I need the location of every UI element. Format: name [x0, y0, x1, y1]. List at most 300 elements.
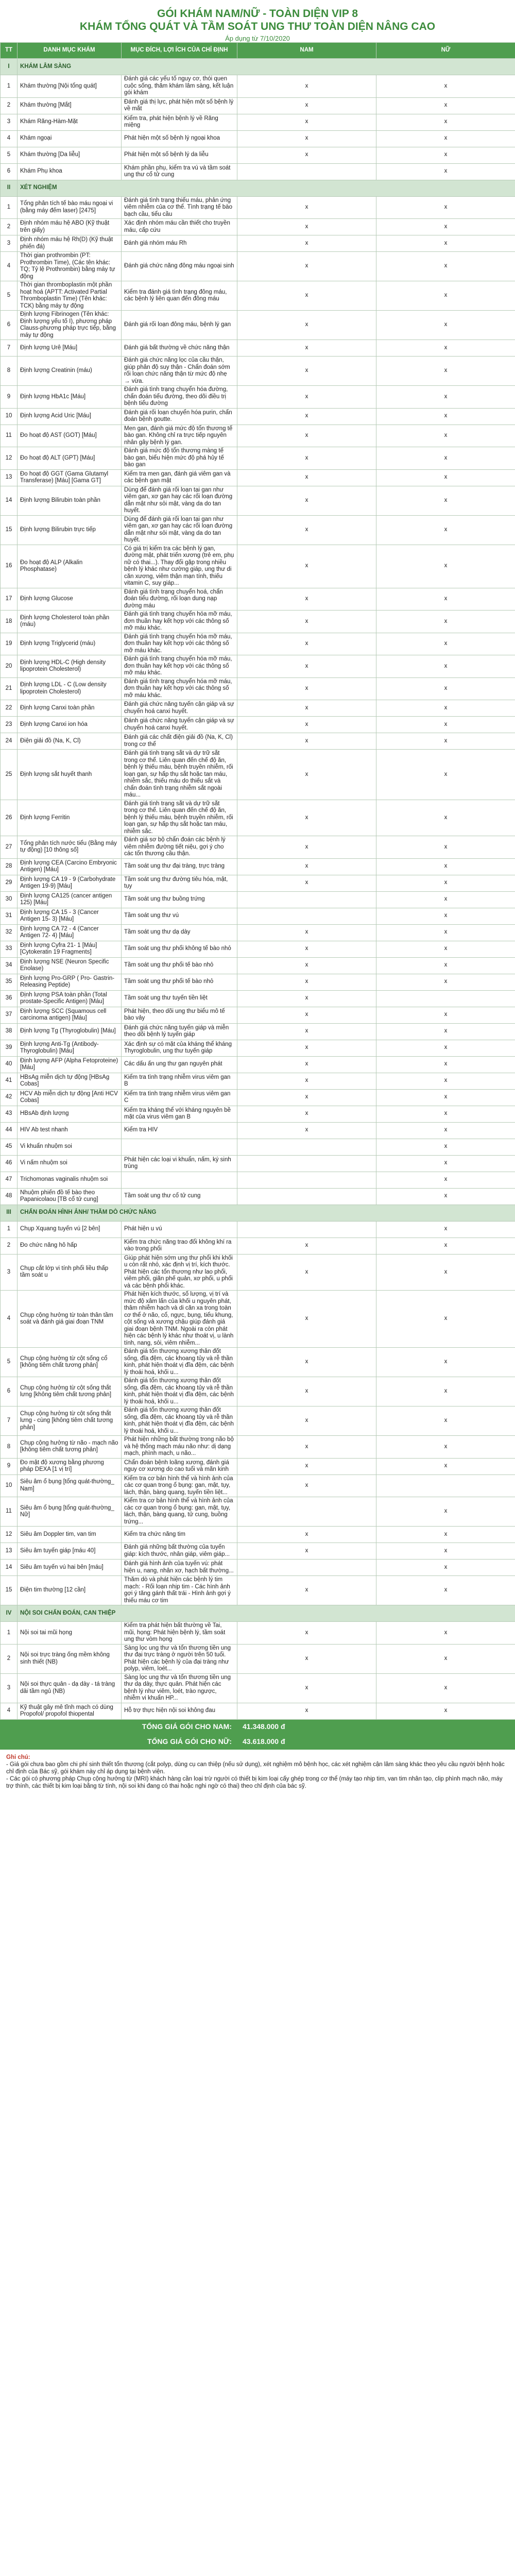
row-purpose: Đánh giá tình trạng chuyển hóa mỡ máu, đơn thuần hay kết hợp với các thông số mỡ máu khác.	[122, 611, 237, 633]
row-female-mark: x	[376, 1458, 515, 1475]
row-number: 1	[1, 1221, 18, 1238]
row-male-mark: x	[237, 1040, 376, 1056]
row-female-mark: x	[376, 941, 515, 957]
row-number: 4	[1, 1291, 18, 1348]
row-purpose: Tầm soát ung thư phổi không tế bào nhỏ	[122, 941, 237, 957]
row-female-mark: x	[376, 252, 515, 281]
row-purpose: Kiểm tra chức năng tim	[122, 1527, 237, 1543]
row-female-mark: x	[376, 1122, 515, 1139]
row-number: 48	[1, 1188, 18, 1205]
table-row	[1, 1254, 515, 1291]
row-item: Định lượng Glucose	[18, 588, 122, 611]
row-number: 9	[1, 1458, 18, 1475]
row-purpose: Đánh giá tình trạng thiếu máu, phản ứng viêm nhiễm của cơ thể. Tình trạng tế bào bạch cầu, tiểu cầu	[122, 196, 237, 219]
col-purpose-header: MỤC ĐÍCH, LỢI ÍCH CỦA CHỈ ĐỊNH	[122, 43, 237, 59]
row-item: Định lượng CA 72 - 4 (Cancer Antigen 72- 4) [Máu]	[18, 924, 122, 941]
row-purpose: Đánh giá rối loạn đông máu, bệnh lý gan	[122, 311, 237, 340]
row-item: Định lượng Cholesterol toàn phần (máu)	[18, 611, 122, 633]
table-row	[1, 147, 515, 163]
col-male-header: NAM	[237, 43, 376, 59]
row-female-mark: x	[376, 1073, 515, 1089]
row-number: 25	[1, 750, 18, 800]
row-number: 15	[1, 1576, 18, 1605]
row-item: Định lượng Anti-Tg (Antibody- Thyroglobulin) [Máu]	[18, 1040, 122, 1056]
row-purpose: Phát hiện những bất thường trong não bộ và hệ thống mạch máu não như: dị dạng mạch, phình mạch, u não...	[122, 1436, 237, 1459]
table-row	[1, 1023, 515, 1040]
row-female-mark: x	[376, 677, 515, 700]
row-number: 4	[1, 1703, 18, 1719]
row-purpose: Dùng để đánh giá rối loạn tại gan như viêm gan, xơ gan hay các rối loạn đường dẫn mật như sỏi mật, vàng da do tan huyết.	[122, 515, 237, 545]
row-male-mark: x	[237, 219, 376, 235]
table-row	[1, 1673, 515, 1703]
table-row	[1, 75, 515, 98]
row-male-mark: x	[237, 447, 376, 470]
table-row	[1, 1122, 515, 1139]
row-number: 38	[1, 1023, 18, 1040]
row-item: Đo hoạt độ ALP (Alkalin Phosphatase)	[18, 545, 122, 588]
row-female-mark	[376, 1475, 515, 1497]
row-purpose: Tầm soát ung thư vú	[122, 908, 237, 924]
row-item: Định lượng CA125 (cancer antigen 125) [Máu]	[18, 891, 122, 908]
row-male-mark: x	[237, 875, 376, 891]
row-number: 40	[1, 1056, 18, 1073]
table-row	[1, 1106, 515, 1122]
section-row	[1, 1605, 515, 1622]
row-female-mark: x	[376, 515, 515, 545]
row-female-mark: x	[376, 219, 515, 235]
row-number: 34	[1, 957, 18, 974]
row-male-mark: x	[237, 1703, 376, 1719]
table-row	[1, 130, 515, 147]
row-item: Định nhóm máu hệ ABO (Kỹ thuật trên giấy)	[18, 219, 122, 235]
row-purpose: Đánh giá chức năng tuyến cận giáp và sự chuyển hoá canxi huyết.	[122, 700, 237, 717]
row-male-mark: x	[237, 611, 376, 633]
row-female-mark: x	[376, 235, 515, 252]
row-number: 5	[1, 1348, 18, 1377]
row-item: Thời gian prothrombin (PT: Prothrombin Time), (Các tên khác: TQ; Tỷ lệ Prothrombin) bằng máy tự động	[18, 252, 122, 281]
row-purpose: Đánh giá sơ bộ chẩn đoán các bệnh lý viêm nhiễm đường tiết niệu, gợi ý cho các tổn thương cầu thận.	[122, 836, 237, 859]
total-female-label: TỔNG GIÁ GÓI CHO NỮ:	[1, 1734, 237, 1749]
row-item: Định lượng HbA1c [Máu]	[18, 386, 122, 409]
row-item: Siêu âm ổ bụng [tổng quát-thường_ Nam]	[18, 1475, 122, 1497]
row-male-mark: x	[237, 1576, 376, 1605]
row-male-mark: x	[237, 700, 376, 717]
row-male-mark: x	[237, 1348, 376, 1377]
row-female-mark: x	[376, 311, 515, 340]
table-row	[1, 1188, 515, 1205]
row-male-mark: x	[237, 924, 376, 941]
row-male-mark: x	[237, 1622, 376, 1645]
row-item: Định lượng Creatinin (máu)	[18, 357, 122, 386]
section-title: CHẨN ĐOÁN HÌNH ẢNH/ THĂM DÒ CHỨC NĂNG	[18, 1205, 515, 1221]
row-item: Chụp cộng hưởng từ toàn thân tầm soát và đánh giá giai đoạn TNM	[18, 1291, 122, 1348]
row-item: HBsAb định lượng	[18, 1106, 122, 1122]
row-number: 30	[1, 891, 18, 908]
table-row	[1, 340, 515, 357]
row-female-mark: x	[376, 545, 515, 588]
row-male-mark: x	[237, 147, 376, 163]
row-purpose: Kiểm tra men gan, đánh giá viêm gan và các bệnh gan mật	[122, 469, 237, 486]
table-header-row	[1, 43, 515, 59]
row-item: Siêu âm Doppler tim, van tim	[18, 1527, 122, 1543]
row-item: Điện giải đồ (Na, K, Cl)	[18, 733, 122, 750]
row-purpose: Kiểm tra chức năng trao đổi không khí ra vào trong phổi	[122, 1238, 237, 1254]
row-purpose: Kiểm tra HIV	[122, 1122, 237, 1139]
row-item: Khám thường [Nội tổng quát]	[18, 75, 122, 98]
row-male-mark: x	[237, 114, 376, 130]
row-purpose: Tầm soát ung thư cổ tử cung	[122, 1188, 237, 1205]
row-item: Định lượng Urê [Máu]	[18, 340, 122, 357]
row-male-mark: x	[237, 1543, 376, 1560]
table-row	[1, 97, 515, 114]
row-item: Đo mật độ xương bằng phương pháp DEXA [1 vị trí]	[18, 1458, 122, 1475]
row-purpose: Đánh giá tình trạng chuyển hóa mỡ máu, đơn thuần hay kết hợp với các thông số mỡ máu khác.	[122, 655, 237, 678]
row-number: 6	[1, 1377, 18, 1406]
row-male-mark: x	[237, 1644, 376, 1673]
table-row	[1, 974, 515, 990]
row-number: 28	[1, 858, 18, 875]
table-row	[1, 1622, 515, 1645]
row-item: Vi nấm nhuộm soi	[18, 1155, 122, 1172]
table-row	[1, 408, 515, 425]
row-purpose: Kiểm tra cơ bản hình thể và hình ảnh của các cơ quan trong ổ bụng: gan, mật, tụy, lách, thận, bàng quang, tuyến tiền liệt...	[122, 1475, 237, 1497]
table-row	[1, 1007, 515, 1023]
row-item: Định lượng Canxi toàn phần	[18, 700, 122, 717]
row-purpose: Phát hiện một số bệnh lý da liễu	[122, 147, 237, 163]
row-number: 2	[1, 219, 18, 235]
row-item: Chụp Xquang tuyến vú [2 bên]	[18, 1221, 122, 1238]
row-purpose: Xác định nhóm máu cần thiết cho truyền máu, cấp cứu	[122, 219, 237, 235]
row-item: Khám Răng-Hàm-Mặt	[18, 114, 122, 130]
row-female-mark: x	[376, 655, 515, 678]
row-number: 3	[1, 1254, 18, 1291]
row-male-mark: x	[237, 469, 376, 486]
row-item: Khám Phụ khoa	[18, 163, 122, 180]
row-male-mark: x	[237, 836, 376, 859]
row-item: Định lượng CEA (Carcino Embryonic Antigen) [Máu]	[18, 858, 122, 875]
row-purpose: Tầm soát ung thư buồng trứng	[122, 891, 237, 908]
row-item: Đo chức năng hô hấp	[18, 1238, 122, 1254]
row-item: Định lượng sắt huyết thanh	[18, 750, 122, 800]
table-row	[1, 1155, 515, 1172]
table-row	[1, 908, 515, 924]
row-number: 22	[1, 700, 18, 717]
row-number: 8	[1, 357, 18, 386]
row-female-mark: x	[376, 1377, 515, 1406]
row-male-mark: x	[237, 311, 376, 340]
row-male-mark	[237, 1497, 376, 1527]
row-male-mark: x	[237, 858, 376, 875]
row-female-mark: x	[376, 836, 515, 859]
section-row	[1, 59, 515, 75]
row-female-mark: x	[376, 1172, 515, 1188]
row-female-mark: x	[376, 611, 515, 633]
row-item: Điện tim thường [12 cần]	[18, 1576, 122, 1605]
table-row	[1, 1406, 515, 1436]
row-item: Đo hoạt độ GGT (Gama Glutamyl Transferase) [Máu] [Gama GT]	[18, 469, 122, 486]
row-purpose: Đánh giá tình trạng chuyển hóa mỡ máu, đơn thuần hay kết hợp với các thông số mỡ máu khác.	[122, 633, 237, 655]
row-male-mark: x	[237, 545, 376, 588]
row-female-mark: x	[376, 924, 515, 941]
row-number: 11	[1, 425, 18, 447]
row-number: 16	[1, 545, 18, 588]
row-purpose: Các dấu ấn ung thư gan nguyên phát	[122, 1056, 237, 1073]
table-row	[1, 875, 515, 891]
col-female-header: NỮ	[376, 43, 515, 59]
table-row	[1, 425, 515, 447]
row-male-mark	[237, 163, 376, 180]
row-number: 15	[1, 515, 18, 545]
row-purpose: Phát hiện một số bệnh lý ngoại khoa	[122, 130, 237, 147]
row-item: Định lượng Acid Uric [Máu]	[18, 408, 122, 425]
section-title: NỘI SOI CHẨN ĐOÁN, CAN THIỆP	[18, 1605, 515, 1622]
row-male-mark: x	[237, 677, 376, 700]
row-number: 5	[1, 281, 18, 311]
row-number: 13	[1, 1543, 18, 1560]
row-purpose: Kiểm tra tình trạng nhiễm virus viêm gan B	[122, 1073, 237, 1089]
row-male-mark: x	[237, 1458, 376, 1475]
table-row	[1, 836, 515, 859]
row-purpose: Đánh giá các chất điện giải đồ (Na, K, Cl) trong cơ thể	[122, 733, 237, 750]
row-female-mark: x	[376, 733, 515, 750]
row-female-mark: x	[376, 1406, 515, 1436]
row-female-mark: x	[376, 633, 515, 655]
row-number: 1	[1, 196, 18, 219]
table-row	[1, 252, 515, 281]
row-item: Đo hoạt độ AST (GOT) [Máu]	[18, 425, 122, 447]
table-row	[1, 386, 515, 409]
row-male-mark: x	[237, 800, 376, 836]
row-female-mark: x	[376, 1221, 515, 1238]
row-item: Khám thường [Da liễu]	[18, 147, 122, 163]
row-number: 18	[1, 611, 18, 633]
section-row	[1, 1205, 515, 1221]
row-female-mark: x	[376, 588, 515, 611]
row-number: 4	[1, 252, 18, 281]
table-row	[1, 990, 515, 1007]
row-number: 13	[1, 469, 18, 486]
row-item: Khám thường [Mắt]	[18, 97, 122, 114]
row-purpose: Phát hiện các loại vi khuẩn, nấm, ký sinh trùng	[122, 1155, 237, 1172]
row-number: 7	[1, 1406, 18, 1436]
table-row	[1, 891, 515, 908]
row-male-mark: x	[237, 408, 376, 425]
row-female-mark: x	[376, 1543, 515, 1560]
table-row	[1, 515, 515, 545]
row-female-mark: x	[376, 408, 515, 425]
row-item: Siêu âm ổ bụng [tổng quát-thường_ Nữ]	[18, 1497, 122, 1527]
row-female-mark: x	[376, 800, 515, 836]
table-row	[1, 281, 515, 311]
row-item: Chụp cắt lớp vi tính phổi liều thấp tầm soát u	[18, 1254, 122, 1291]
row-male-mark: x	[237, 1475, 376, 1497]
total-male-row	[1, 1719, 515, 1734]
table-row	[1, 1497, 515, 1527]
row-female-mark: x	[376, 875, 515, 891]
row-item: Trichomonas vaginalis nhuộm soi	[18, 1172, 122, 1188]
row-male-mark: x	[237, 957, 376, 974]
row-male-mark: x	[237, 1089, 376, 1106]
row-male-mark: x	[237, 1406, 376, 1436]
row-purpose: Đánh giá hình ảnh của tuyến vú: phát hiện u, nang, nhân xơ, hạch bất thường...	[122, 1560, 237, 1576]
row-number: 42	[1, 1089, 18, 1106]
row-female-mark: x	[376, 717, 515, 733]
row-purpose: Chẩn đoán bệnh loãng xương, đánh giá nguy cơ xương do cao tuổi và mãn kinh	[122, 1458, 237, 1475]
row-purpose	[122, 1172, 237, 1188]
row-female-mark: x	[376, 1089, 515, 1106]
row-item: Định lượng Triglycerid (máu)	[18, 633, 122, 655]
row-female-mark: x	[376, 1056, 515, 1073]
row-female-mark: x	[376, 1254, 515, 1291]
row-purpose: Phát hiện kích thước, số lượng, vị trí và mức độ xâm lấn của khối u nguyên phát, thâm nhiễm hạch và di căn xa trong toàn cơ thể ở não, cổ, ngực, bụng, tiểu khung, cột sống và xương chậu giúp đánh giá giai đoạn bệnh TNM. Ngoài ra còn phát hiện các bệnh lý khác như thoát vị, u lành tính, nang, sỏi, viêm nhiễm...	[122, 1291, 237, 1348]
row-item: Định lượng Canxi ion hóa	[18, 717, 122, 733]
row-number: 39	[1, 1040, 18, 1056]
row-number: 47	[1, 1172, 18, 1188]
row-item: Nội soi trực tràng ống mềm không sinh thiết (NB)	[18, 1644, 122, 1673]
row-item: Thời gian thromboplastin một phần hoạt hoá (APTT: Activated Partial Thromboplastin Time) (Tên khác: TCK) bằng máy tự động	[18, 281, 122, 311]
row-female-mark: x	[376, 1139, 515, 1155]
table-row	[1, 1040, 515, 1056]
row-number: 5	[1, 147, 18, 163]
row-male-mark: x	[237, 75, 376, 98]
table-row	[1, 700, 515, 717]
row-female-mark: x	[376, 425, 515, 447]
row-item: Định lượng Cyfra 21- 1 [Máu] [Cytokeratin 19 Fragments]	[18, 941, 122, 957]
row-male-mark: x	[237, 733, 376, 750]
table-row	[1, 1221, 515, 1238]
row-female-mark: x	[376, 1348, 515, 1377]
row-female-mark: x	[376, 1155, 515, 1172]
row-purpose: Tầm soát ung thư tuyến tiền liệt	[122, 990, 237, 1007]
row-item: Chụp cộng hưởng từ cột sống thắt lưng - cùng [không tiêm chất tương phản]	[18, 1406, 122, 1436]
row-item: Tổng phân tích nước tiểu (Bằng máy tự động) [10 thông số]	[18, 836, 122, 859]
row-purpose: Đánh giá thị lực, phát hiện một số bệnh lý về mắt	[122, 97, 237, 114]
row-number: 4	[1, 130, 18, 147]
row-purpose: Kiểm tra kháng thể với kháng nguyên bề mặt của virus viêm gan B	[122, 1106, 237, 1122]
row-number: 35	[1, 974, 18, 990]
row-female-mark: x	[376, 1436, 515, 1459]
row-purpose: Đánh giá tình trạng sắt và dự trữ sắt trong cơ thể. Liên quan đến chế độ ăn, bệnh lý thiếu máu, bệnh truyền nhiễm, rối loạn gan, sự hấp thụ sắt hoặc tan máu, nhiễm sắc, thiếu máu do thiếu sắt và chẩn đoán tình trạng nhiễm sắt ngoài máu...	[122, 750, 237, 800]
section-number: III	[1, 1205, 18, 1221]
row-female-mark: x	[376, 340, 515, 357]
table-row	[1, 311, 515, 340]
row-number: 10	[1, 408, 18, 425]
row-female-mark: x	[376, 1576, 515, 1605]
row-male-mark: x	[237, 588, 376, 611]
row-female-mark: x	[376, 1238, 515, 1254]
row-male-mark	[237, 1172, 376, 1188]
row-male-mark: x	[237, 1436, 376, 1459]
row-female-mark: x	[376, 1644, 515, 1673]
row-male-mark: x	[237, 1056, 376, 1073]
table-row	[1, 469, 515, 486]
table-row	[1, 1576, 515, 1605]
row-male-mark: x	[237, 1238, 376, 1254]
row-female-mark: x	[376, 891, 515, 908]
package-subtitle: KHÁM TỔNG QUÁT VÀ TẦM SOÁT UNG THƯ TOÀN DIỆN NÂNG CAO	[79, 21, 436, 32]
row-item: Chụp cộng hưởng từ cột sống cổ [không tiêm chất tương phản]	[18, 1348, 122, 1377]
row-purpose: Đánh giá tình trạng chuyển hóa mỡ máu, đơn thuần hay kết hợp với các thông số mỡ máu khác.	[122, 677, 237, 700]
row-purpose: Đánh giá chức năng tuyến giáp và miễn theo dõi bệnh lý tuyến giáp	[122, 1023, 237, 1040]
table-row	[1, 588, 515, 611]
row-number: 29	[1, 875, 18, 891]
row-purpose: Kiểm tra tình trạng nhiễm virus viêm gan C	[122, 1089, 237, 1106]
row-female-mark: x	[376, 1622, 515, 1645]
row-male-mark	[237, 1560, 376, 1576]
row-number: 6	[1, 311, 18, 340]
applied-date: Áp dụng từ 7/10/2020	[225, 35, 290, 42]
row-item: Chụp cộng hưởng từ não - mạch não [không tiêm chất tương phản]	[18, 1436, 122, 1459]
row-number: 12	[1, 447, 18, 470]
row-item: Đo hoạt độ ALT (GPT) [Máu]	[18, 447, 122, 470]
row-female-mark: x	[376, 1023, 515, 1040]
notes-title: Ghi chú:	[6, 1754, 30, 1760]
row-number: 20	[1, 655, 18, 678]
row-number: 2	[1, 1644, 18, 1673]
row-number: 41	[1, 1073, 18, 1089]
table-row	[1, 1458, 515, 1475]
row-item: Định lượng LDL - C (Low density lipoprotein Cholesterol)	[18, 677, 122, 700]
row-male-mark: x	[237, 1673, 376, 1703]
row-male-mark: x	[237, 1023, 376, 1040]
table-row	[1, 357, 515, 386]
row-female-mark: x	[376, 163, 515, 180]
row-number: 36	[1, 990, 18, 1007]
row-item: Định lượng Pro-GRP ( Pro- Gastrin-Releasing Peptide)	[18, 974, 122, 990]
row-male-mark: x	[237, 717, 376, 733]
section-number: IV	[1, 1605, 18, 1622]
row-purpose: Đánh giá chức năng tuyến cận giáp và sự chuyển hoá canxi huyết.	[122, 717, 237, 733]
row-purpose: Có giá trị kiểm tra các bệnh lý gan, đường mật, phát triển xương (trẻ em, phụ nữ có thai...). Thay đổi gặp trong nhiều bệnh lý khác như cường giáp, ung thư di căn xương, viêm thận mạn tính, thiếu vitamin C, suy giáp...	[122, 545, 237, 588]
row-female-mark: x	[376, 1527, 515, 1543]
row-purpose: Đánh giá tình trạng chuyển hoá, chẩn đoán tiểu đường, rối loạn dung nạp đường máu	[122, 588, 237, 611]
row-item: Định lượng AFP (Alpha Fetoproteine) [Máu]	[18, 1056, 122, 1073]
total-female-row	[1, 1734, 515, 1749]
row-item: Định lượng Bilirubin trực tiếp	[18, 515, 122, 545]
row-male-mark: x	[237, 196, 376, 219]
table-row	[1, 800, 515, 836]
table-row	[1, 924, 515, 941]
row-male-mark: x	[237, 1291, 376, 1348]
table-row	[1, 1073, 515, 1089]
row-female-mark: x	[376, 386, 515, 409]
row-purpose: Đánh giá tình trạng sắt và dự trữ sắt trong cơ thể. Liên quan đến chế độ ăn, bệnh lý thiếu máu, bệnh truyền nhiễm, rối loạn gan, sự hấp thụ sắt hoặc tan máu, nhiễm sắc.	[122, 800, 237, 836]
row-female-mark: x	[376, 1188, 515, 1205]
row-female-mark: x	[376, 486, 515, 515]
table-row	[1, 1238, 515, 1254]
row-male-mark: x	[237, 941, 376, 957]
total-female-price: 43.618.000 đ	[237, 1734, 515, 1749]
table-row	[1, 941, 515, 957]
row-female-mark: x	[376, 1106, 515, 1122]
row-female-mark: x	[376, 196, 515, 219]
row-purpose: Kiểm tra đánh giá tình trạng đông máu, các bệnh lý liên quan đến đông máu	[122, 281, 237, 311]
row-male-mark: x	[237, 1377, 376, 1406]
row-male-mark: x	[237, 1007, 376, 1023]
row-number: 21	[1, 677, 18, 700]
row-number: 14	[1, 486, 18, 515]
row-male-mark: x	[237, 486, 376, 515]
header	[0, 0, 515, 42]
row-number: 6	[1, 163, 18, 180]
row-male-mark: x	[237, 1122, 376, 1139]
row-purpose: Kiểm tra phát hiện bất thường về Tai, mũi, họng: Phát hiện bệnh lý, tầm soát ung thư vòm họng	[122, 1622, 237, 1645]
row-number: 12	[1, 1527, 18, 1543]
row-item: Định nhóm máu hệ Rh(D) (Kỹ thuật phiến đá)	[18, 235, 122, 252]
row-purpose: Đánh giá chức năng đông máu ngoại sinh	[122, 252, 237, 281]
row-purpose: Đánh giá các yếu tố nguy cơ, thói quen cuộc sống, thăm khám lâm sàng, kết luận gói khám	[122, 75, 237, 98]
table-row	[1, 486, 515, 515]
